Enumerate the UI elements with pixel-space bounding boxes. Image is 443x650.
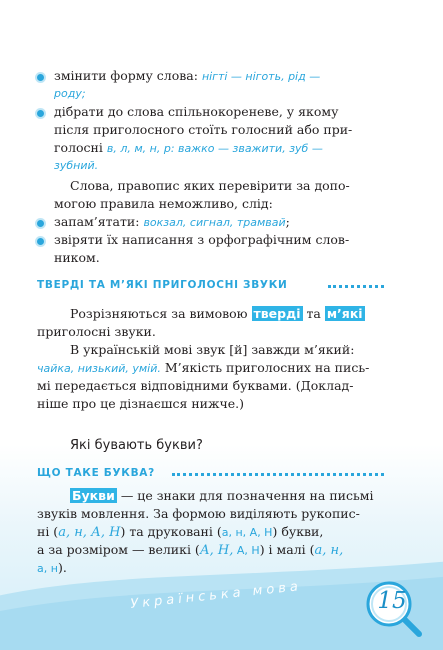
paragraph-text-part: ) та друковані (: [120, 524, 222, 539]
paragraph-text: [70, 305, 365, 322]
bullet-marker: [37, 238, 44, 245]
heading-dotted-line: [172, 473, 384, 476]
paragraph-text-part: а за розміром — великі (: [37, 542, 200, 557]
example-text: зубний.: [54, 159, 99, 172]
paragraph-text: [70, 487, 374, 504]
heading-dotted-line: [328, 285, 384, 288]
page-number: 15: [377, 588, 407, 614]
paragraph-text: [37, 559, 67, 577]
paragraph-text-part: М’якість приголосних на пись-: [160, 360, 370, 375]
paragraph-text-part: — це знаки для позначення на письмі: [116, 488, 374, 503]
bullet-marker: [37, 220, 44, 227]
paragraph-text: [37, 359, 369, 377]
bullet-item-memorize: [54, 213, 290, 231]
example-text-cont: роду;: [54, 87, 86, 100]
bullet-text: змінити форму слова:: [54, 68, 202, 83]
printed-letters: а, н, А, Н: [221, 526, 273, 539]
term-highlight-soft: м’які: [326, 306, 363, 321]
handwritten-letters: а, н, А, Н: [58, 525, 121, 540]
paragraph-text-part: ні (: [37, 524, 59, 539]
paragraph-text: звуків мовлення. За формою виділяють рукопис-: [37, 506, 360, 521]
bullet-text-part: голосні: [54, 140, 107, 155]
printed-letters: а, н: [37, 562, 58, 575]
bullet-marker: [37, 110, 44, 117]
bullet-text: запам’ятати:: [54, 214, 144, 229]
bullet-marker: [37, 74, 44, 81]
example-text: нігті — ніготь, рід —: [201, 70, 321, 83]
example-text: чайка, низький, умій.: [37, 362, 161, 375]
bullet-item-change-form: [54, 67, 320, 85]
bullet-text: [54, 139, 323, 157]
footer-subject-title: Українська мова: [129, 579, 303, 612]
question-text: Які бувають букви?: [70, 438, 203, 453]
bullet-text: дібрати до слова спільнокореневе, у якому: [54, 104, 339, 119]
printed-letters: А, Н: [233, 544, 260, 557]
paragraph-text: приголосні звуки.: [37, 324, 156, 339]
handwritten-letters: А, Н,: [199, 543, 234, 558]
paragraph-text: Слова, правопис яких перевірити за допо-: [70, 178, 350, 193]
bullet-text: після приголосного стоїть голосний або при-: [54, 122, 353, 137]
paragraph-text-part: ) букви,: [272, 524, 324, 539]
example-text: в, л, м, н, р: важко — зважити, зуб —: [106, 142, 323, 155]
bullet-text: ;: [285, 214, 290, 229]
paragraph-text-part: ).: [57, 560, 67, 575]
bullet-text: звіряти їх написання з орфографічним слов-: [54, 232, 350, 247]
section-heading-what-is-letter: ЩО ТАКЕ БУКВА?: [37, 467, 155, 479]
term-highlight-hard: тверді: [253, 306, 301, 321]
paragraph-text: [37, 523, 323, 541]
paragraph-text-part: ) і малі (: [259, 542, 315, 557]
paragraph-text: мі передається відповідними буквами. (Доклад-: [37, 378, 354, 393]
section-heading-consonants: ТВЕРДІ ТА М’ЯКІ ПРИГОЛОСНІ ЗВУКИ: [37, 279, 288, 291]
paragraph-text-part: та: [302, 306, 325, 321]
paragraph-text-part: Розрізняються за вимовою: [70, 306, 252, 321]
bullet-text: ником.: [54, 250, 100, 265]
term-highlight-letters: Букви: [72, 488, 115, 503]
example-text: вокзал, сигнал, трамвай: [143, 216, 286, 229]
paragraph-text: ніше про це дізнаєшся нижче.): [37, 396, 245, 411]
paragraph-text: могою правила неможливо, слід:: [54, 196, 273, 211]
handwritten-letters: а, н,: [314, 543, 344, 558]
paragraph-text: В українській мові звук [й] завжди м’який:: [70, 342, 355, 357]
paragraph-text: [37, 541, 343, 559]
